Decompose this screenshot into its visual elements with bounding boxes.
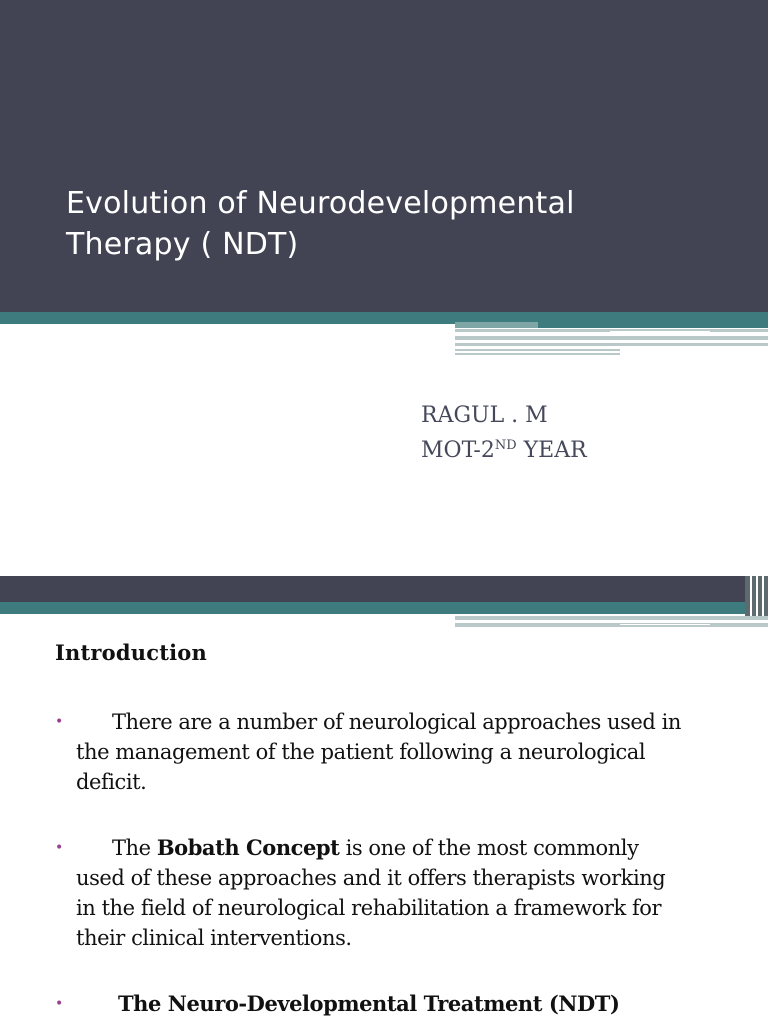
section-heading: Introduction (55, 640, 207, 665)
author-course (421, 433, 587, 468)
author-course-suffix: YEAR (516, 438, 587, 463)
decor-line (455, 336, 768, 340)
bullet-line: the management of the patient following a neurological (76, 740, 646, 764)
bullet-item (55, 833, 736, 953)
corner-line (762, 576, 764, 620)
header-band (0, 576, 768, 602)
bullet-item (55, 989, 736, 1019)
decor-line (455, 349, 620, 351)
slide-title-line: Therapy ( NDT) (66, 227, 299, 262)
bullet-line (76, 707, 736, 737)
corner-line (756, 576, 758, 620)
decor-line-highlight (620, 624, 710, 625)
bullet-item (55, 707, 736, 797)
slide-title-line: Evolution of Neurodevelopmental (66, 186, 575, 221)
author-block (421, 398, 587, 468)
decor-line (455, 616, 768, 620)
author-course-superscript: ND (494, 438, 517, 453)
author-name: RAGUL . M (421, 403, 548, 428)
bullet-text: There are a number of neurological approaches used in (112, 710, 681, 734)
decor-line (455, 623, 768, 627)
introduction-slide (0, 576, 768, 1024)
header-band (0, 0, 768, 312)
bullet-text: The (112, 836, 157, 860)
accent-stripe-fade (455, 322, 538, 328)
decor-line (455, 353, 620, 355)
accent-stripe (0, 602, 768, 614)
bullet-marker: • (55, 840, 63, 856)
accent-stripe-right (538, 312, 768, 328)
bullet-text: is one of the most commonly (339, 836, 639, 860)
corner-line (750, 576, 752, 620)
slide-title (66, 183, 706, 265)
bullet-line (76, 989, 736, 1019)
ndt-term: The Neuro-Developmental Treatment (NDT) (118, 991, 620, 1016)
decor-line-highlight (610, 331, 710, 332)
bullet-marker: • (55, 996, 63, 1012)
author-course-prefix: MOT-2 (421, 438, 495, 463)
bullet-line: their clinical interventions. (76, 926, 352, 950)
bullet-line: deficit. (76, 770, 147, 794)
bullet-line: in the field of neurological rehabilitation a framework for (76, 896, 662, 920)
bobath-concept-term: Bobath Concept (156, 835, 340, 860)
bullet-line: used of these approaches and it offers therapists working (76, 866, 666, 890)
decor-line (455, 343, 768, 346)
bullet-line (76, 833, 736, 863)
bullet-marker: • (55, 714, 63, 730)
